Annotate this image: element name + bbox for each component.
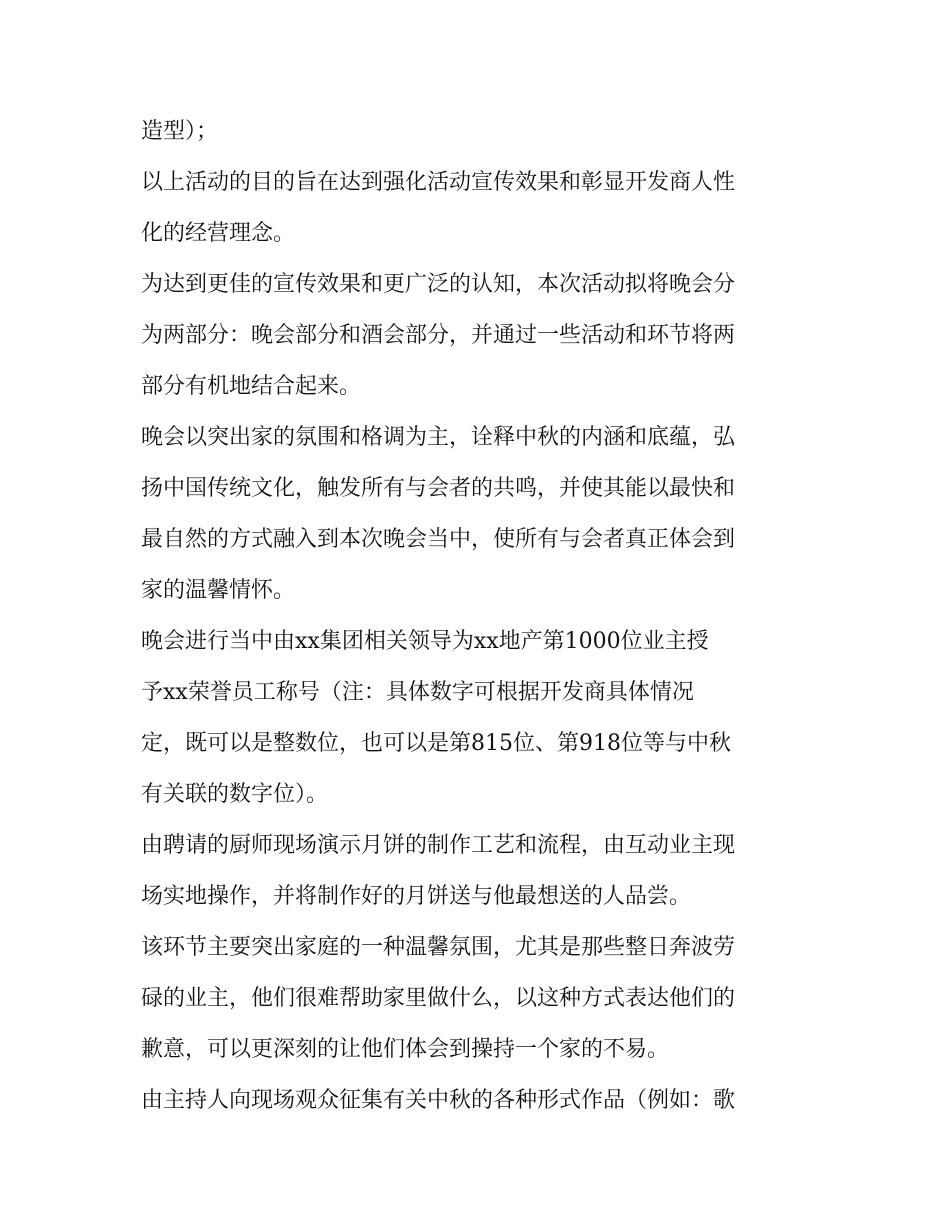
text-line: 由聘请的厨师现场演示月饼的制作工艺和流程，由互动业主现 [141,833,736,858]
text-line: 由主持人向现场观众征集有关中秋的各种形式作品（例如：歌 [141,1088,736,1113]
text-line: 部分有机地结合起来。 [141,374,362,399]
text-line: 以上活动的目的旨在达到强化活动宣传效果和彰显开发商人性 [141,170,736,195]
text-line: 有关联的数字位）。 [141,782,329,807]
text-line: 扬中国传统文化，触发所有与会者的共鸣，并使其能以最快和 [141,476,736,501]
text-line: 场实地操作，并将制作好的月饼送与他最想送的人品尝。 [141,884,692,909]
text-line: 碌的业主，他们很难帮助家里做什么，以这种方式表达他们的 [141,986,736,1011]
text-line: 化的经营理念。 [141,221,296,246]
text-line: 定，既可以是整数位，也可以是第815位、第918位等与中秋 [141,731,731,756]
text-line: 晚会以突出家的氛围和格调为主，诠释中秋的内涵和底蕴，弘 [141,425,736,450]
text-line: 最自然的方式融入到本次晚会当中，使所有与会者真正体会到 [141,527,736,552]
text-line: 歉意，可以更深刻的让他们体会到操持一个家的不易。 [141,1037,670,1062]
text-line: 为两部分：晚会部分和酒会部分，并通过一些活动和环节将两 [141,323,736,348]
text-line: 造型）； [141,119,219,144]
text-line: 予xx荣誉员工称号（注：具体数字可根据开发商具体情况 [141,680,694,705]
text-line: 家的温馨情怀。 [141,578,296,603]
text-line: 晚会进行当中由xx集团相关领导为xx地产第1000位业主授 [141,629,709,654]
document-body [141,106,821,1126]
text-line: 该环节主要突出家庭的一种温馨氛围，尤其是那些整日奔波劳 [141,935,736,960]
text-line: 为达到更佳的宣传效果和更广泛的认知，本次活动拟将晚会分 [141,272,736,297]
